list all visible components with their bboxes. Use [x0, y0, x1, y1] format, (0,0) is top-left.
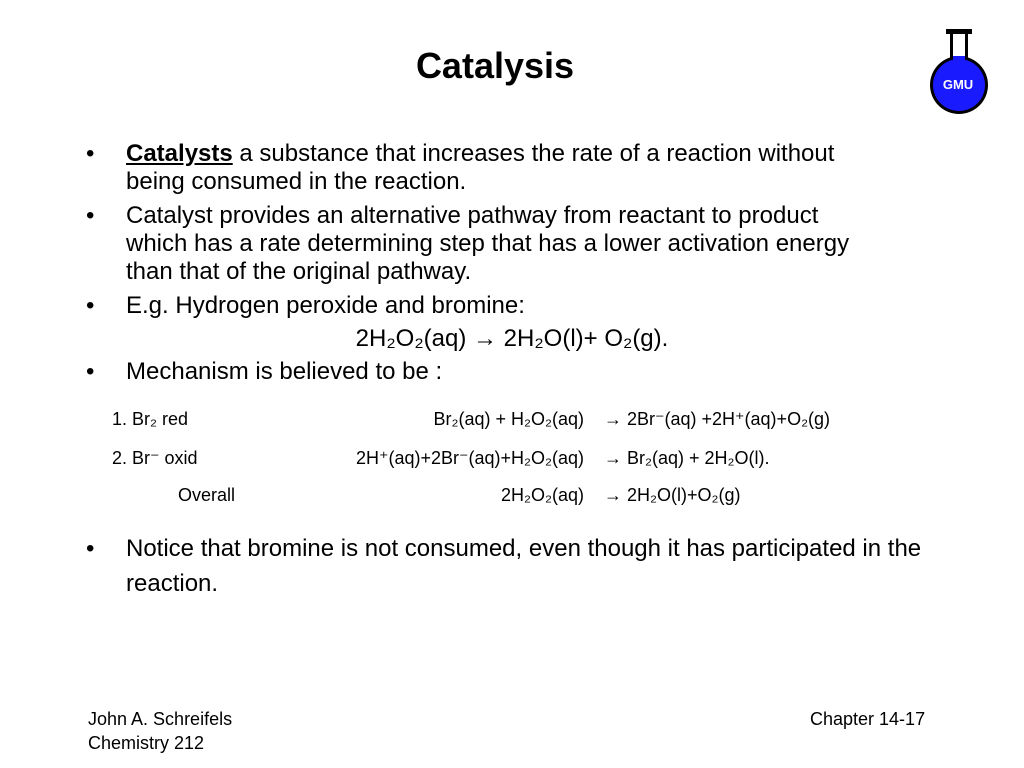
- step-products: → 2Br⁻(aq) +2H⁺(aq)+O₂(g): [604, 409, 831, 429]
- bullet-symbol: •: [86, 202, 95, 229]
- footer-author: John A. Schreifels: [88, 709, 233, 729]
- logo-text: GMU: [942, 77, 974, 92]
- mechanism-step-2: [0, 448, 1024, 470]
- alternative-pathway-text: Catalyst provides an alternative pathway from reactant to product which has a rate determining step that has a lower activation energy than that of the original pathway.: [126, 202, 850, 285]
- step-reactants: Br₂(aq) + H₂O₂(aq): [433, 409, 584, 429]
- example-text: E.g. Hydrogen peroxide and bromine:: [126, 292, 525, 319]
- overall-equation: 2H₂O₂(aq) → 2H₂O(l)+ O₂(g).: [355, 325, 669, 352]
- mechanism-step-1: [0, 409, 1024, 431]
- bullet-catalysts: [86, 140, 886, 196]
- step-reactants: 2H⁺(aq)+2Br⁻(aq)+H₂O₂(aq): [355, 448, 584, 468]
- bullet-symbol: •: [86, 140, 95, 167]
- slide-title: Catalysis: [415, 45, 575, 86]
- footer-chapter: Chapter 14-17: [810, 709, 926, 729]
- gmu-flask-logo: [926, 26, 992, 114]
- step-label: 2. Br⁻ oxid: [112, 448, 198, 468]
- step-products: → Br₂(aq) + 2H₂O(l).: [604, 448, 770, 468]
- flask-icon: [926, 26, 992, 114]
- bullet-list: [86, 140, 886, 326]
- step-reactants: 2H₂O₂(aq): [501, 485, 584, 505]
- footer-course: Chemistry 212: [88, 733, 205, 753]
- bullet-example: [86, 292, 886, 320]
- step-products: → 2H₂O(l)+O₂(g): [604, 485, 741, 505]
- bullet-notice: [86, 531, 926, 601]
- catalysts-definition: a substance that increases the rate of a reaction without being consumed in the reaction.: [126, 140, 835, 195]
- step-label: 1. Br₂ red: [112, 409, 189, 429]
- bullet-alternative-pathway: [86, 202, 886, 286]
- footer-right: [810, 707, 925, 731]
- bullet-symbol: •: [86, 292, 95, 319]
- mechanism-text: Mechanism is believed to be :: [126, 358, 443, 385]
- term-catalysts: Catalysts: [126, 140, 233, 167]
- footer-left: [88, 707, 232, 755]
- bullet-mechanism: [86, 358, 442, 386]
- step-label: Overall: [178, 485, 236, 505]
- notice-text: Notice that bromine is not consumed, even though it has participated in the reaction.: [126, 535, 922, 597]
- mechanism-overall: [0, 485, 1024, 507]
- bullet-symbol: •: [86, 358, 95, 385]
- bullet-symbol: •: [86, 535, 95, 562]
